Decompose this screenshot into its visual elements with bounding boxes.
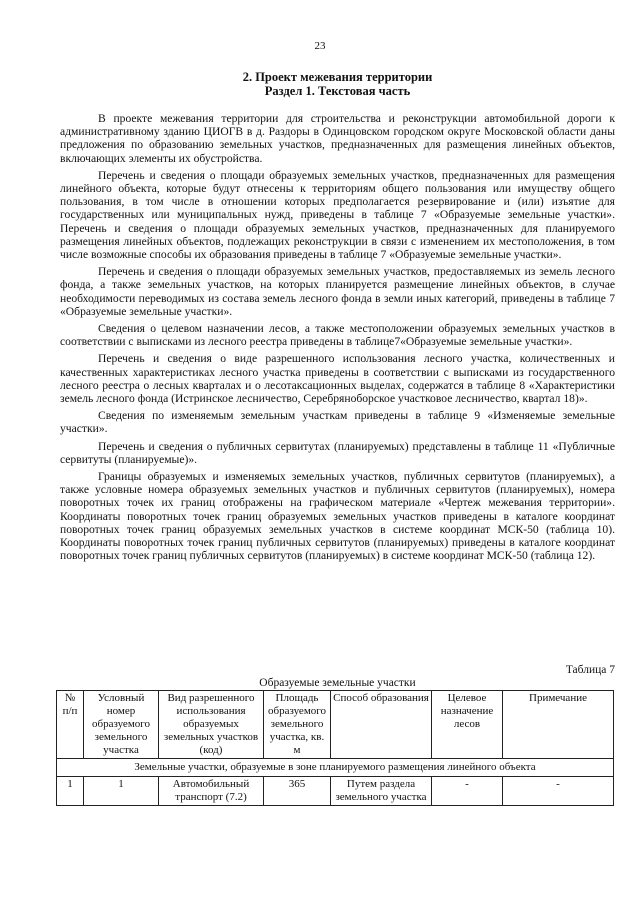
cell-number: 1 xyxy=(57,777,84,806)
cell-permitted-use: Автомобильный транспорт (7.2) xyxy=(159,777,264,806)
cell-plot-id: 1 xyxy=(84,777,159,806)
col-header-note: Примечание xyxy=(503,691,614,759)
cell-area: 365 xyxy=(264,777,331,806)
section-row-label: Земельные участки, образуемые в зоне планируемого размещения линейного объекта xyxy=(57,759,614,777)
paragraph: В проекте межевания территории для строительства и реконструкции автомобильной дороги к административному зданию ЦИОГВ в д. Раздоры в Одинцовском городском округе Московской области даны предложения по образованию земельных участков, предназначенных для размещения линейных объектов, включающих элементы их обустройства. xyxy=(60,112,615,165)
col-header-area: Площадь образуемого земельного участка, кв. м xyxy=(264,691,331,759)
paragraph: Сведения по изменяемым земельным участкам приведены в таблице 9 «Изменяемые земельные участки». xyxy=(60,409,615,436)
col-header-plot-id: Условный номер образуемого земельного участка xyxy=(84,691,159,759)
paragraph: Перечень и сведения о площади образуемых земельных участков, предназначенных для размещения линейного объекта, которые будут отнесены к территориям общего пользования или имуществу общего пользования, в том числе в отношении которых предполагается резервирование и (или) изъятие для государственных или муниципальных нужд, приведены в таблице 7 «Образуемые земельные участки». Перечень и сведения о площади образуемых земельных участков, предназначенных для планируемого размещения линейных объектов, подлежащих реконструкции в связи с изменением их местоположения, в том числе возможные способы их образования приведены в таблице 7 «Образуемые земельные участки». xyxy=(60,168,615,262)
paragraph: Перечень и сведения о площади образуемых земельных участков, предоставляемых из земель лесного фонда, а также земельных участков, на которых планируется размещение линейных объектов, в случае необходимости переводимых из состава земель лесного фонда в земли иных категорий, приведены в таблице 7 «Образуемые земельные участки». xyxy=(60,265,615,318)
paragraph: Сведения о целевом назначении лесов, а также местоположении образуемых земельных участков в соответствии с выписками из лесного реестра приведены в таблице7«Образуемые земельные участки». xyxy=(60,322,615,349)
section-title: 2. Проект межевания территории xyxy=(242,70,433,84)
col-header-method: Способ образования xyxy=(331,691,432,759)
table-row xyxy=(57,777,614,806)
subsection-title: Раздел 1. Текстовая часть xyxy=(264,84,411,98)
col-header-forest-purpose: Целевое назначение лесов xyxy=(432,691,503,759)
table-title: Образуемые земельные участки xyxy=(259,677,416,689)
body-text xyxy=(60,112,615,567)
cell-method: Путем раздела земельного участка xyxy=(331,777,432,806)
paragraph: Перечень и сведения о виде разрешенного использования лесного участка, количественных и качественных характеристиках лесного участка приведены в соответствии с выписками из государственного лесного реестра о лесных кварталах и о лесотаксационных выделах, содержатся в таблице 8 «Характеристики земель лесного фонда (Истринское лесничество, Серебряноборское участковое лесничество, квартал 18)». xyxy=(60,352,615,406)
paragraph: Границы образуемых и изменяемых земельных участков, публичных сервитутов (планируемых), а также условные номера образуемых земельных участков и публичных сервитутов (планируемых), номера поворотных точек их границ отображены на графическом материале «Чертеж межевания территории». Координаты поворотных точек границ образуемых земельных участков приведены в каталоге координат поворотных точек границ образуемых земельных участков в системе координат МСК-50 (таблица 10). Координаты поворотных точек границ публичных сервитутов (планируемых) приведены в каталоге координат поворотных точек границ публичных сервитутов (планируемых) в системе координат МСК-50 (таблица 12). xyxy=(60,470,615,563)
col-header-number: № п/п xyxy=(57,691,84,759)
table-section-row xyxy=(57,759,614,777)
table-header-row xyxy=(57,691,614,759)
cell-note: - xyxy=(503,777,614,806)
cell-forest-purpose: - xyxy=(432,777,503,806)
table-number: Таблица 7 xyxy=(565,664,615,676)
paragraph: Перечень и сведения о публичных сервитутах (планируемых) представлены в таблице 11 «Публичные сервитуты (планируемые)». xyxy=(60,439,615,466)
page-number: 23 xyxy=(314,40,326,52)
col-header-permitted-use: Вид разрешенного использования образуемых земельных участков (код) xyxy=(159,691,264,759)
land-plots-table xyxy=(56,690,614,806)
